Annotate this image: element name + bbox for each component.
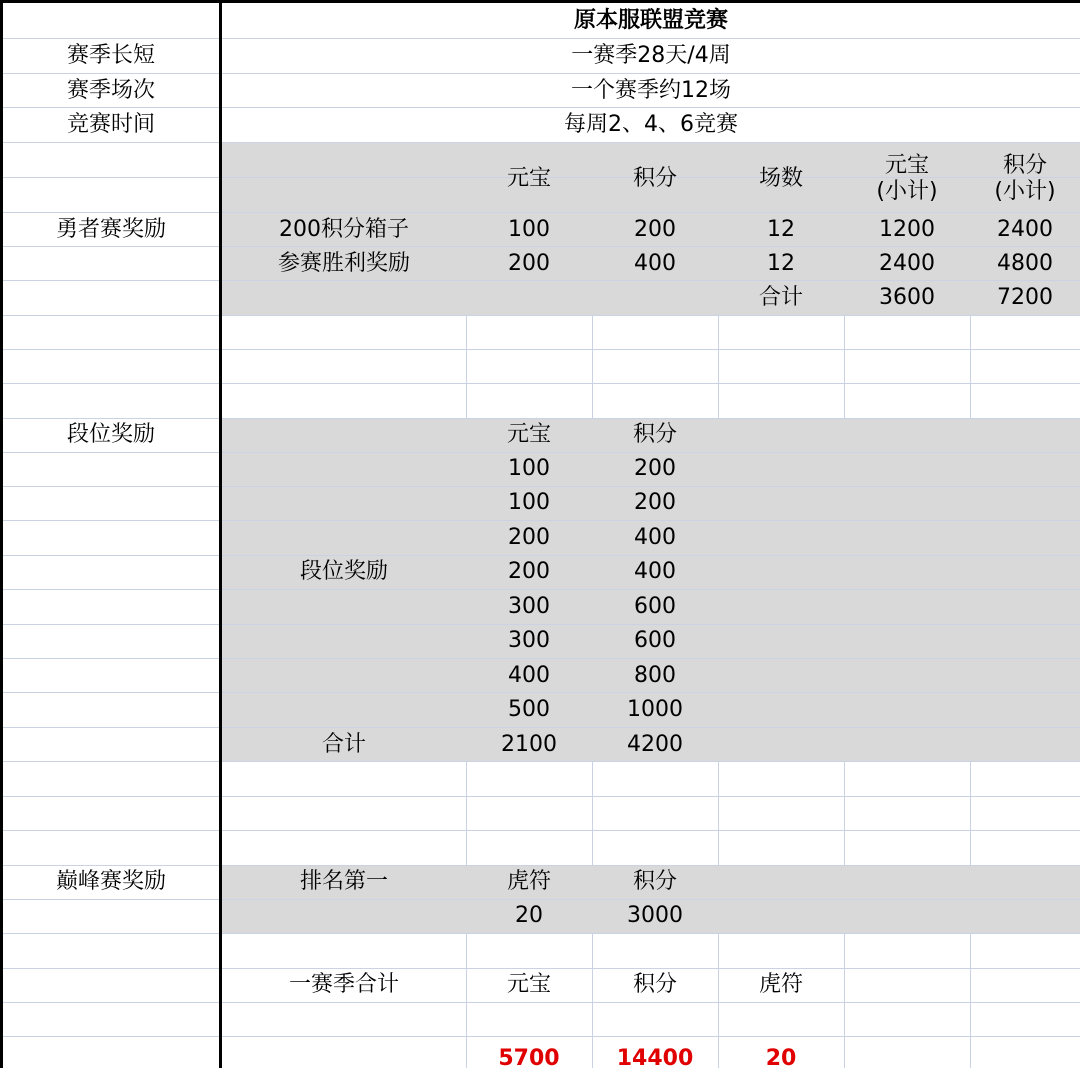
rank-section-label: 段位奖励 <box>66 422 155 447</box>
grid-column-line <box>844 762 845 865</box>
jifen-subtotal-line2: (小计) <box>994 179 1056 204</box>
rank-row-yuanbao: 300 <box>508 594 550 619</box>
season-total-yuanbao: 5700 <box>498 1046 560 1071</box>
brave-row-changshu: 12 <box>767 217 795 242</box>
rank-row-yuanbao: 200 <box>508 525 550 550</box>
season-total-jifen: 14400 <box>616 1046 694 1071</box>
grid-row-line <box>0 1002 1080 1003</box>
page-title: 原本服联盟竞赛 <box>573 8 728 33</box>
peak-header-jifen: 积分 <box>632 869 677 894</box>
brave-row-yuanbao: 200 <box>508 251 550 276</box>
peak-hufu-value: 20 <box>515 903 543 928</box>
yuanbao-subtotal-line1: 元宝 <box>884 153 929 178</box>
grid-row-line <box>0 315 1080 316</box>
grid-column-line <box>970 762 971 865</box>
brave-header-yuanbao: 元宝 <box>506 166 551 191</box>
grid-row-line <box>0 796 1080 797</box>
brave-row-jf-total: 2400 <box>997 217 1053 242</box>
brave-jf-sum: 7200 <box>997 285 1053 310</box>
brave-row-yb-total: 1200 <box>879 217 935 242</box>
rank-row-yuanbao: 500 <box>508 697 550 722</box>
peak-section-label: 巅峰赛奖励 <box>55 869 166 894</box>
peak-jifen-value: 3000 <box>627 903 683 928</box>
match-time-label: 竞赛时间 <box>66 112 155 137</box>
rank-jf-sum: 4200 <box>627 732 683 757</box>
season-total-label: 一赛季合计 <box>288 972 399 997</box>
rank-header-jifen: 积分 <box>632 422 677 447</box>
yuanbao-subtotal-line2: (小计) <box>876 179 938 204</box>
rank-row-yuanbao: 100 <box>508 490 550 515</box>
brave-total-label: 合计 <box>758 285 803 310</box>
brave-row-yb-total: 2400 <box>879 251 935 276</box>
brave-row-jifen: 400 <box>634 251 676 276</box>
rank-yb-sum: 2100 <box>501 732 557 757</box>
grid-column-line <box>466 315 467 418</box>
grid-column-line <box>844 315 845 418</box>
grid-row-line <box>0 349 1080 350</box>
grid-column-line <box>592 762 593 865</box>
season-matches-value: 一个赛季约12场 <box>571 78 731 103</box>
column-divider <box>219 0 222 1068</box>
rank-row-jifen: 600 <box>634 628 676 653</box>
rank-row-jifen: 200 <box>634 490 676 515</box>
season-total-header-yuanbao: 元宝 <box>506 972 551 997</box>
grid-column-line <box>718 315 719 418</box>
rank-inner-label: 段位奖励 <box>299 559 388 584</box>
brave-row-jf-total: 4800 <box>997 251 1053 276</box>
season-length-value: 一赛季28天/4周 <box>571 43 731 68</box>
grid-column-line <box>592 315 593 418</box>
left-border <box>0 0 3 1068</box>
brave-row-name: 参赛胜利奖励 <box>277 251 410 276</box>
brave-header-jifen-subtotal <box>970 143 1080 215</box>
rank-row-jifen: 800 <box>634 663 676 688</box>
season-total-hufu: 20 <box>765 1046 797 1071</box>
brave-row-jifen: 200 <box>634 217 676 242</box>
rank-total-label: 合计 <box>321 732 366 757</box>
grid-row-line <box>0 1036 1080 1037</box>
brave-header-yuanbao-subtotal <box>844 143 970 215</box>
rank-row-jifen: 400 <box>634 559 676 584</box>
peak-header-hufu: 虎符 <box>506 869 551 894</box>
grid-column-line <box>970 315 971 418</box>
grid-row-line <box>0 383 1080 384</box>
brave-yb-sum: 3600 <box>879 285 935 310</box>
rank-row-jifen: 1000 <box>627 697 683 722</box>
brave-header-changshu: 场数 <box>758 166 803 191</box>
match-time-value: 每周2、4、6竞赛 <box>564 112 738 137</box>
rank-row-yuanbao: 100 <box>508 456 550 481</box>
rank-row-yuanbao: 300 <box>508 628 550 653</box>
grid-column-line <box>970 934 971 1068</box>
rank-row-jifen: 200 <box>634 456 676 481</box>
season-total-header-jifen: 积分 <box>632 972 677 997</box>
grid-row-line <box>0 933 1080 934</box>
peak-first-label: 排名第一 <box>299 869 388 894</box>
brave-row-yuanbao: 100 <box>508 217 550 242</box>
grid-row-line <box>0 830 1080 831</box>
season-total-header-hufu: 虎符 <box>758 972 803 997</box>
rank-row-yuanbao: 200 <box>508 559 550 584</box>
brave-header-jifen: 积分 <box>632 166 677 191</box>
brave-row-changshu: 12 <box>767 251 795 276</box>
season-matches-label: 赛季场次 <box>66 78 155 103</box>
rank-row-jifen: 400 <box>634 525 676 550</box>
rank-row-jifen: 600 <box>634 594 676 619</box>
grid-column-line <box>466 762 467 865</box>
rank-header-yuanbao: 元宝 <box>506 422 551 447</box>
top-border <box>0 0 1080 3</box>
season-length-label: 赛季长短 <box>66 43 155 68</box>
brave-row-name: 200积分箱子 <box>279 217 409 242</box>
grid-column-line <box>718 762 719 865</box>
brave-section-label: 勇者赛奖励 <box>55 217 166 242</box>
jifen-subtotal-line1: 积分 <box>1002 153 1047 178</box>
rank-row-yuanbao: 400 <box>508 663 550 688</box>
grid-column-line <box>844 934 845 1068</box>
